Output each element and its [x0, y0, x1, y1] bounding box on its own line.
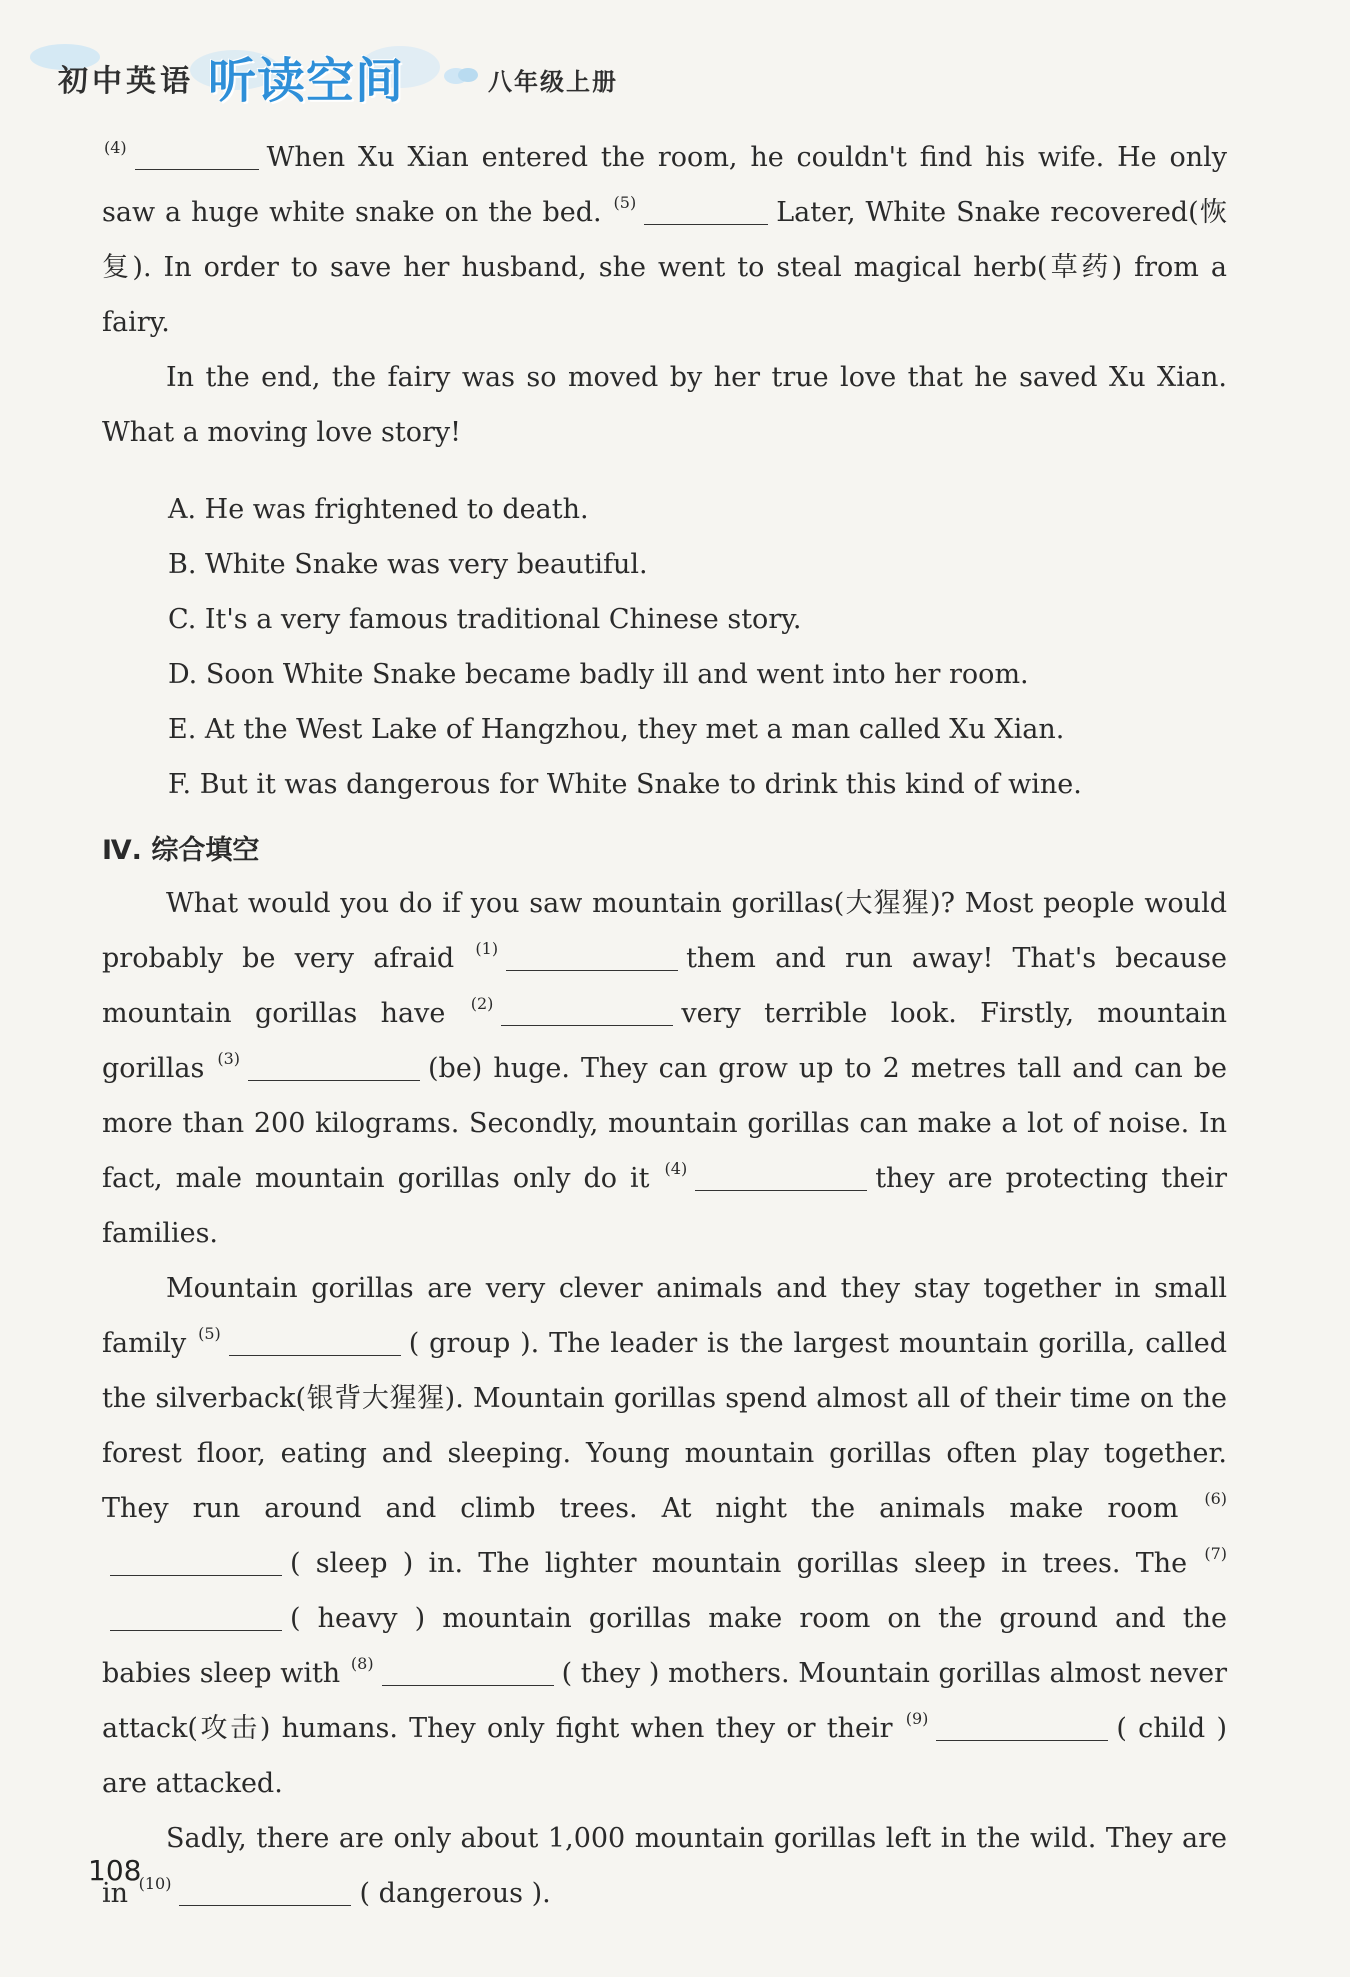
blank-number: (4)	[104, 138, 127, 157]
cloze-paragraph	[102, 876, 1227, 1261]
blank-number: (10)	[138, 1874, 172, 1893]
option-item: C. It's a very famous traditional Chinese story.	[168, 604, 802, 635]
paragraph-text: ( sleep ) in. The lighter mountain gorillas sleep in trees. The	[290, 1548, 1188, 1579]
blank-number: (9)	[905, 1709, 929, 1728]
answer-blank-4[interactable]	[135, 142, 259, 170]
answer-blank-1[interactable]	[506, 943, 678, 971]
blank-number: (7)	[1204, 1544, 1227, 1563]
paragraph-text: ( group ). The leader is the largest mountain gorilla, called the silverback(银背大猩猩). Mountain gorillas spend almost all of their time on the forest floor, eating and sleeping. Young mountain gorillas often play together. They run around and climb trees. At night the animals make room	[102, 1328, 1227, 1524]
blank-number: (3)	[217, 1049, 241, 1068]
option-item: B. White Snake was very beautiful.	[168, 549, 648, 580]
paragraph-text: ( dangerous ).	[359, 1878, 551, 1909]
option-item: E. At the West Lake of Hangzhou, they met a man called Xu Xian.	[168, 714, 1065, 745]
answer-blank-10[interactable]	[179, 1878, 351, 1906]
paragraph-text: them and run away! That's because mountain gorillas have	[102, 943, 1227, 1029]
paragraph-text: ( child ) are attacked.	[102, 1713, 1227, 1799]
cloze-paragraph	[102, 1261, 1227, 1811]
blank-number: (4)	[664, 1159, 688, 1178]
page-number: 108	[88, 1854, 142, 1887]
paragraph-text: Later, White Snake recovered(恢复). In order to save her husband, she went to steal magical herb(草药) from a fairy.	[102, 197, 1227, 338]
answer-blank-5[interactable]	[229, 1328, 401, 1356]
blank-number: (5)	[198, 1324, 221, 1343]
blank-number: (6)	[1204, 1489, 1227, 1508]
paragraph-text: What would you do if you saw mountain gorillas(大猩猩)? Most people would probably be very afraid	[102, 888, 1227, 974]
blank-number: (8)	[350, 1654, 374, 1673]
paragraph-text: ( heavy ) mountain gorillas make room on the ground and the babies sleep with	[102, 1603, 1227, 1689]
option-item: F. But it was dangerous for White Snake to drink this kind of wine.	[168, 769, 1082, 800]
brand-logo-text: 听读空间	[208, 53, 405, 109]
story-paragraph: In the end, the fairy was so moved by her true love that he saved Xu Xian. What a moving love story!	[102, 362, 1227, 448]
answer-blank-3[interactable]	[248, 1053, 420, 1081]
paragraph-text: Mountain gorillas are very clever animals and they stay together in small family	[102, 1273, 1227, 1359]
answer-blank-4[interactable]	[695, 1163, 867, 1191]
answer-blank-5[interactable]	[644, 197, 768, 225]
paragraph-text: they are protecting their families.	[102, 1163, 1227, 1249]
paragraph-text: ( they ) mothers. Mountain gorillas almost never attack(攻击) humans. They only fight when they or their	[102, 1658, 1227, 1744]
answer-blank-9[interactable]	[936, 1713, 1108, 1741]
grade-label: 八年级上册	[488, 68, 618, 96]
paragraph-text: When Xu Xian entered the room, he couldn't find his wife. He only saw a huge white snake on the bed.	[102, 142, 1227, 228]
story-paragraph	[102, 130, 1227, 350]
option-item: A. He was frightened to death.	[168, 494, 589, 525]
paragraph-text: (be) huge. They can grow up to 2 metres tall and can be more than 200 kilograms. Secondly, mountain gorillas can make a lot of noise. In fact, male mountain gorillas only do it	[102, 1053, 1227, 1194]
blank-number: (2)	[470, 994, 494, 1013]
cloud-bullet-icon	[442, 64, 482, 86]
answer-blank-8[interactable]	[382, 1658, 554, 1686]
answer-blank-7[interactable]	[110, 1603, 282, 1631]
option-item: D. Soon White Snake became badly ill and went into her room.	[168, 659, 1029, 690]
answer-blank-6[interactable]	[110, 1548, 282, 1576]
paragraph-text: Sadly, there are only about 1,000 mountain gorillas left in the wild. They are in	[102, 1823, 1227, 1909]
option-list	[168, 482, 1227, 812]
cloze-paragraph	[102, 1811, 1227, 1921]
page-header	[30, 38, 1320, 118]
section-heading: Ⅳ. 综合填空	[102, 835, 260, 866]
blank-number: (1)	[475, 939, 499, 958]
blank-number: (5)	[613, 193, 637, 212]
brand-series-name: 初中英语	[58, 64, 194, 99]
page-content	[102, 130, 1227, 1921]
paragraph-text: very terrible look. Firstly, mountain gorillas	[102, 998, 1227, 1084]
answer-blank-2[interactable]	[501, 998, 673, 1026]
